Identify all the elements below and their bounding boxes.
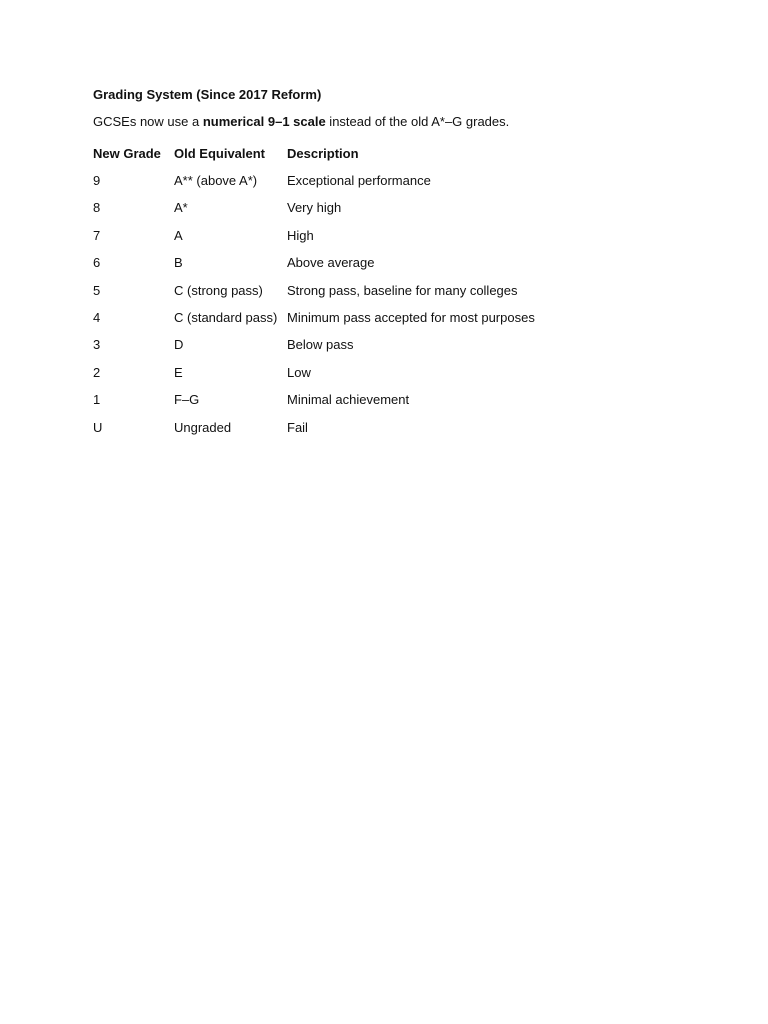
cell-new-grade: 3 (93, 337, 101, 353)
cell-old-equivalent: A* (174, 200, 188, 216)
cell-new-grade: 1 (93, 392, 101, 408)
cell-description: Minimum pass accepted for most purposes (287, 310, 535, 326)
table-row (93, 195, 587, 222)
table-row (93, 332, 587, 359)
cell-description: Below pass (287, 337, 354, 353)
cell-description: High (287, 227, 314, 243)
table-row (93, 167, 587, 194)
grading-table (93, 140, 587, 441)
intro-text-before: GCSEs now use a (93, 114, 203, 129)
header-row (93, 140, 587, 167)
cell-new-grade: 6 (93, 255, 101, 271)
cell-description: Minimal achievement (287, 392, 410, 408)
table-row (93, 250, 587, 277)
cell-description: Above average (287, 255, 375, 271)
table-row (93, 304, 587, 331)
cell-new-grade: 7 (93, 227, 101, 243)
cell-description: Exceptional performance (287, 173, 431, 189)
cell-old-equivalent: E (174, 364, 183, 380)
table-row (93, 359, 587, 386)
cell-description: Low (287, 364, 311, 380)
cell-new-grade: U (93, 419, 103, 435)
grading-table-body (93, 167, 587, 441)
cell-description: Fail (287, 419, 308, 435)
intro-emphasis: numerical 9–1 scale (202, 114, 326, 129)
intro-paragraph (93, 113, 713, 132)
grading-table-header (93, 140, 587, 167)
header-old-equivalent: Old Equivalent (174, 145, 266, 161)
table-row (93, 387, 587, 414)
table-row (93, 222, 587, 249)
cell-old-equivalent: A (174, 227, 183, 243)
section-heading: Grading System (Since 2017 Reform) (93, 87, 322, 102)
table-row (93, 414, 587, 441)
cell-old-equivalent: D (174, 337, 184, 353)
document-body (93, 86, 713, 441)
cell-new-grade: 2 (93, 364, 101, 380)
cell-description: Strong pass, baseline for many colleges (287, 282, 518, 298)
header-new-grade: New Grade (93, 145, 161, 161)
cell-old-equivalent: Ungraded (174, 419, 232, 435)
cell-new-grade: 9 (93, 173, 101, 189)
cell-description: Very high (287, 200, 342, 216)
cell-new-grade: 4 (93, 310, 101, 326)
cell-old-equivalent: F–G (174, 392, 200, 408)
header-description: Description (287, 145, 359, 161)
cell-new-grade: 5 (93, 282, 101, 298)
cell-old-equivalent: B (174, 255, 183, 271)
intro-text-after: instead of the old A*–G grades. (325, 114, 510, 129)
cell-old-equivalent: A** (above A*) (174, 173, 258, 189)
cell-old-equivalent: C (standard pass) (174, 310, 278, 326)
cell-new-grade: 8 (93, 200, 101, 216)
table-row (93, 277, 587, 304)
cell-old-equivalent: C (strong pass) (174, 282, 263, 298)
